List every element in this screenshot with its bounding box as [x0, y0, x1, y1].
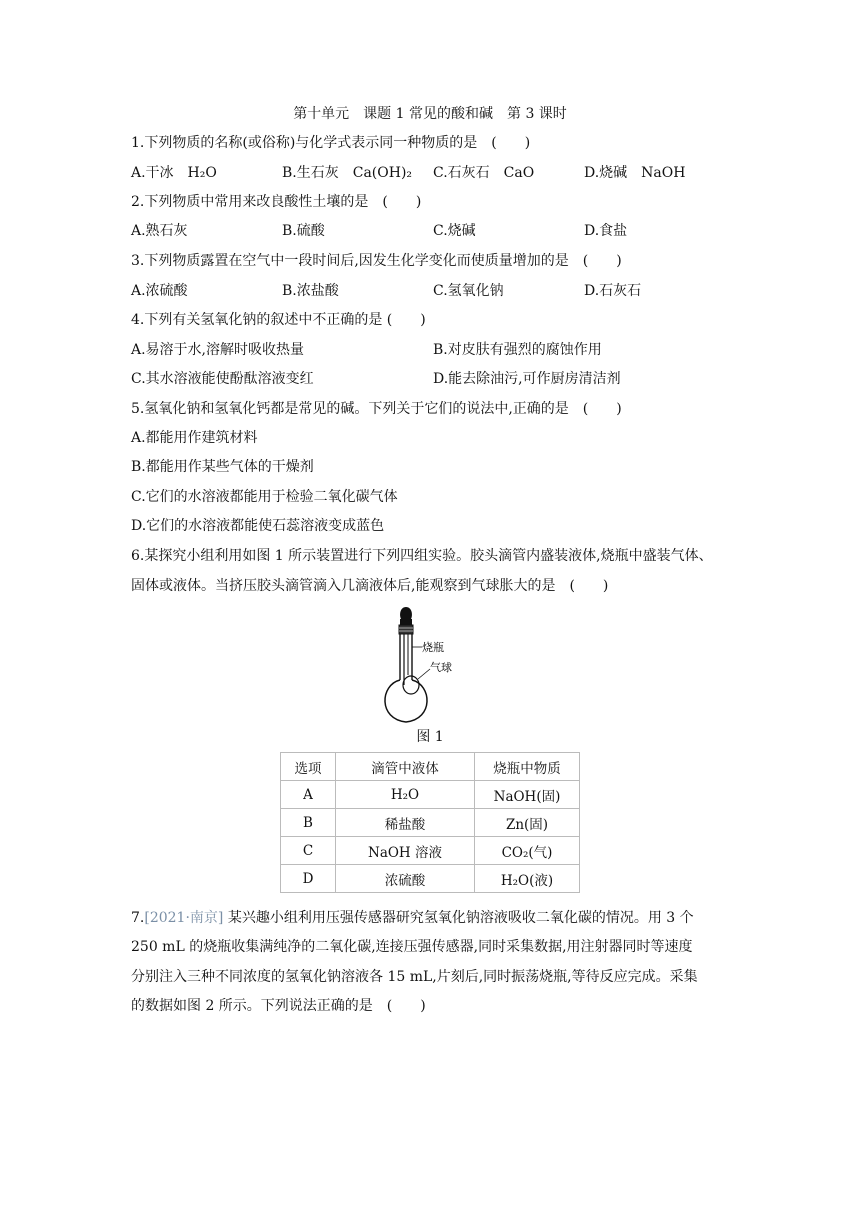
q4-option-a: A.易溶于水,溶解时吸收热量 — [131, 342, 305, 358]
q7-stem-line1 — [131, 909, 694, 927]
balloon-icon — [403, 676, 419, 694]
q1-option-c: C.石灰石 CaO — [433, 165, 535, 181]
q1-option-d: D.烧碱 NaOH — [584, 165, 686, 181]
table-cell: Zn(固) — [475, 809, 580, 837]
q4-option-d: D.能去除油污,可作厨房清洁剂 — [433, 371, 621, 387]
q5-stem: 5.氢氧化钠和氢氧化钙都是常见的碱。下列关于它们的说法中,正确的是 ( ) — [131, 401, 622, 417]
table-cell: CO₂(气) — [475, 837, 580, 865]
q1-option-b: B.生石灰 Ca(OH)₂ — [282, 165, 413, 181]
table-row — [281, 837, 580, 865]
q7-stem-line4: 的数据如图 2 所示。下列说法正确的是 ( ) — [131, 998, 426, 1014]
table-row — [281, 781, 580, 809]
table-cell: D — [281, 865, 336, 893]
flask-icon — [385, 680, 427, 722]
q5-option-b: B.都能用作某些气体的干燥剂 — [131, 459, 314, 475]
q5-option-d: D.它们的水溶液都能使石蕊溶液变成蓝色 — [131, 518, 385, 534]
figure-1-caption: 图 1 — [416, 729, 444, 745]
table-cell: NaOH(固) — [475, 781, 580, 809]
q2-option-c: C.烧碱 — [433, 223, 476, 239]
table-row — [281, 865, 580, 893]
table-cell: H₂O — [336, 781, 475, 809]
q7-line1-text: 某兴趣小组利用压强传感器研究氢氧化钠溶液吸收二氧化碳的情况。用 3 个 — [223, 910, 694, 926]
table-row — [281, 809, 580, 837]
flask-apparatus-figure — [370, 605, 490, 725]
q3-stem: 3.下列物质露置在空气中一段时间后,因发生化学变化而使质量增加的是 ( ) — [131, 253, 622, 269]
q7-source-tag: [2021·南京] — [144, 910, 224, 926]
table-cell: A — [281, 781, 336, 809]
q1-stem: 1.下列物质的名称(或俗称)与化学式表示同一种物质的是 ( ) — [131, 135, 531, 151]
table-header-cell: 滴管中液体 — [336, 753, 475, 781]
table-header-row — [281, 753, 580, 781]
table-cell: 浓硫酸 — [336, 865, 475, 893]
table-cell: 稀盐酸 — [336, 809, 475, 837]
q7-stem-line2: 250 mL 的烧瓶收集满纯净的二氧化碳,连接压强传感器,同时采集数据,用注射器同时等速度 — [131, 939, 693, 955]
q4-stem: 4.下列有关氢氧化钠的叙述中不正确的是 ( ) — [131, 312, 426, 328]
balloon-label: 气球 — [430, 662, 452, 674]
table-header-cell: 烧瓶中物质 — [475, 753, 580, 781]
q5-option-a: A.都能用作建筑材料 — [131, 430, 258, 446]
table-cell: B — [281, 809, 336, 837]
table-header-cell: 选项 — [281, 753, 336, 781]
q4-option-c: C.其水溶液能使酚酞溶液变红 — [131, 371, 314, 387]
q6-stem-line1: 6.某探究小组利用如图 1 所示装置进行下列四组实验。胶头滴管内盛装液体,烧瓶中盛装气体、 — [131, 548, 713, 564]
q2-option-b: B.硫酸 — [282, 223, 325, 239]
q3-option-c: C.氢氧化钠 — [433, 283, 504, 299]
q6-stem-line2: 固体或液体。当挤压胶头滴管滴入几滴液体后,能观察到气球胀大的是 ( ) — [131, 578, 609, 594]
q2-stem: 2.下列物质中常用来改良酸性土壤的是 ( ) — [131, 194, 422, 210]
page-title: 第十单元 课题 1 常见的酸和碱 第 3 课时 — [293, 106, 567, 122]
q1-option-a: A.干冰 H₂O — [131, 165, 217, 181]
q3-option-a: A.浓硫酸 — [131, 283, 188, 299]
q2-option-a: A.熟石灰 — [131, 223, 188, 239]
q7-number: 7. — [131, 910, 145, 926]
q2-option-d: D.食盐 — [584, 223, 628, 239]
flask-label: 烧瓶 — [422, 642, 444, 654]
q7-stem-line3: 分别注入三种不同浓度的氢氧化钠溶液各 15 mL,片刻后,同时振荡烧瓶,等待反应完成。采集 — [131, 969, 698, 985]
q5-option-c: C.它们的水溶液都能用于检验二氧化碳气体 — [131, 489, 398, 505]
q4-option-b: B.对皮肤有强烈的腐蚀作用 — [433, 342, 602, 358]
q3-option-b: B.浓盐酸 — [282, 283, 339, 299]
table-cell: C — [281, 837, 336, 865]
dropper-bulb-icon — [400, 607, 412, 619]
q3-option-d: D.石灰石 — [584, 283, 642, 299]
table-cell: NaOH 溶液 — [336, 837, 475, 865]
table-cell: H₂O(液) — [475, 865, 580, 893]
q6-options-table — [280, 752, 580, 893]
